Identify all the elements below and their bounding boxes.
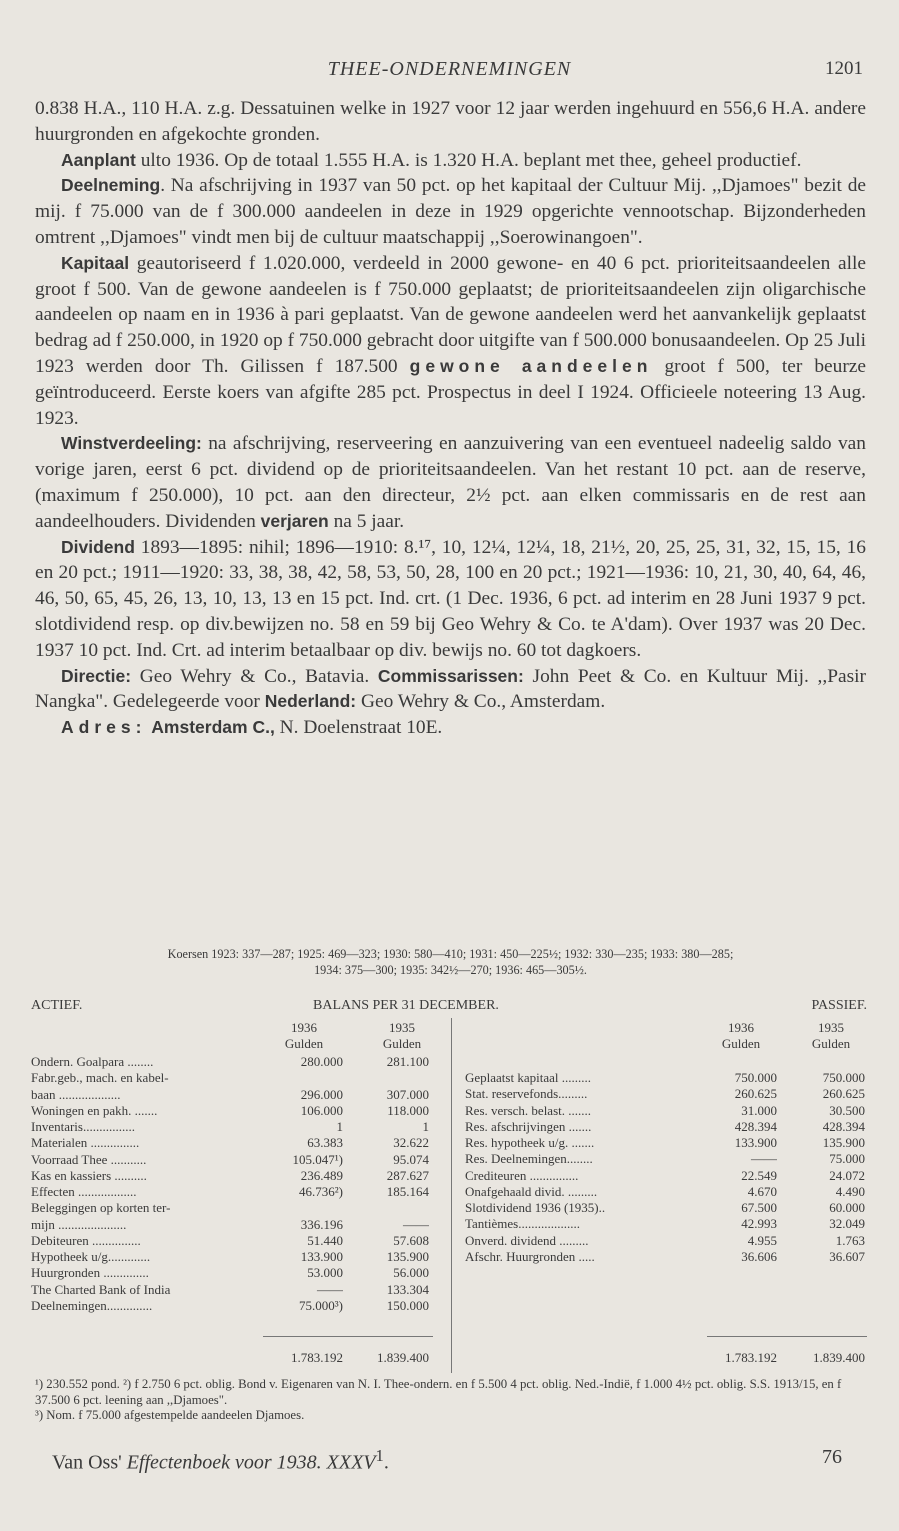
passief-value-1936: 260.625 bbox=[734, 1086, 777, 1102]
footnote-1-2: ¹) 230.552 pond. ²) f 2.750 6 pct. oblig. Bond v. Eigenaren van N. I. Thee-ondern. en f 5.500 4 pct. oblig. Ned.-Indië, f 1.000 4½ pct. oblig. S.S. 1913/15, en f 37.500 6 pct. leening aan ,,Djamoes". bbox=[35, 1377, 842, 1407]
actief-item-label: Effecten .................. bbox=[31, 1184, 137, 1199]
actief-value-1935: 118.000 bbox=[387, 1102, 429, 1118]
year-header: 1935 bbox=[818, 1020, 844, 1035]
bold-term: Aanplant bbox=[61, 149, 136, 170]
actief-total-1935: 1.839.400 bbox=[377, 1350, 429, 1365]
paragraph-text: Geo Wehry & Co., Batavia. bbox=[131, 665, 378, 687]
actief-value-1936: 105.047¹) bbox=[292, 1151, 343, 1167]
total-rule bbox=[263, 1336, 433, 1337]
footer-book: Effectenboek voor 1938. XXXV bbox=[126, 1451, 376, 1474]
unit-header: Gulden bbox=[721, 1036, 761, 1051]
passief-value-1936: 36.606 bbox=[741, 1248, 777, 1264]
actief-value-1936: 236.489 bbox=[300, 1167, 343, 1183]
passief-value-1935: 135.900 bbox=[822, 1135, 865, 1150]
passief-value-1935: 60.000 bbox=[829, 1200, 865, 1215]
passief-value-1935: 428.394 bbox=[822, 1118, 865, 1134]
passief-value-1936: 4.955 bbox=[747, 1232, 777, 1248]
paragraph bbox=[35, 431, 866, 534]
year-header: 1935 bbox=[389, 1020, 415, 1035]
bold-term: Nederland: bbox=[264, 691, 357, 712]
passief-item-label: Tantièmes................... bbox=[465, 1216, 580, 1232]
koersen-line-1: Koersen 1923: 337—287; 1925: 469—323; 1930: 580—410; 1931: 450—225½; 1932: 330—235; 1933: 380—285; bbox=[167, 947, 734, 961]
footnotes bbox=[35, 1377, 866, 1424]
bold-term: Amsterdam C., bbox=[151, 717, 275, 738]
unit-header: Gulden bbox=[382, 1036, 422, 1051]
bold-term: Adres: bbox=[61, 717, 147, 738]
paragraph bbox=[35, 535, 866, 664]
actief-item-label: mijn ..................... bbox=[31, 1216, 127, 1232]
passief-total-1936: 1.783.192 bbox=[725, 1350, 777, 1365]
paragraph-text: . Na afschrijving in 1937 van 50 pct. op het kapitaal der Cultuur Mij. ,,Djamoes" bezit de mij. f 75.000 van de f 300.000 aandeelen in deze in 1929 opgerichte vennootschap. Bijzonderheden omtrent ,,Djamoes" vindt men bij de cultuur maatschappij ,,Soerowinangoen". bbox=[35, 175, 866, 248]
actief-value-1935: 307.000 bbox=[386, 1086, 429, 1102]
passief-value-1936: 428.394 bbox=[734, 1118, 777, 1134]
passief-value-1936: 4.670 bbox=[747, 1183, 777, 1199]
actief-value-1936: 336.196 bbox=[300, 1216, 343, 1232]
paragraph-text: 1893—1895: nihil; 1896—1910: 8.¹⁷, 10, 12¼, 12¼, 18, 21½, 20, 25, 25, 31, 32, 15, 15, 16 en 20 pct.; 1911—1920: 33, 38, 38, 42, 58, 53, 50, 28, 100 en 20 pct.; 1921—1936: 10, 21, 30, 40, 64, 46, 46, 50, 65, 45, 26, 13, 10, 13, 13 en 15 pct. Ind. crt. (1 Dec. 1936, 6 pct. ad interim en 28 Juni 1937 9 pct. slotdividend resp. op div.bewijzen no. 58 en 59 bij Geo Wehry & Co. te A'dam). Over 1937 was 20 Dec. 1937 10 pct. Ind. Crt. ad interim betaalbaar op div. bewijs no. 60 tot dagkoers. bbox=[35, 536, 866, 661]
actief-item-label: Ondern. Goalpara ........ bbox=[31, 1054, 154, 1069]
passief-item-label: Slotdividend 1936 (1935).. bbox=[465, 1200, 606, 1215]
page-number: 1201 bbox=[825, 58, 863, 79]
actief-value-1936 bbox=[263, 1070, 343, 1086]
actief-value-1936: 296.000 bbox=[300, 1086, 343, 1102]
actief-value-1936: 63.383 bbox=[307, 1135, 343, 1151]
passief-label: PASSIEF. bbox=[811, 998, 867, 1013]
balance-title: BALANS PER 31 DECEMBER. bbox=[313, 998, 499, 1013]
paragraph-text: geautoriseerd f 1.020.000, verdeeld in 2000 gewone- en 40 6 pct. prioriteitsaandeelen alle groot f 500. Van de gewone aandeelen is f 750.000 geplaatst; de prioriteitsaandeelen zijn oligarchische aandeelen op naam en in 1936 à pari geplaatst. Van de gewone aandeelen werd het aanvankelijk geplaatst bedrag ad f 250.000, in 1920 op f 750.000 gebracht door uitgifte van f 500.000 bonusaandeelen. Op 25 Juli 1923 werden door Th. Gilissen f 187.500 bbox=[35, 252, 866, 377]
bold-term: Commissarissen: bbox=[377, 665, 524, 686]
passief-item-label: Stat. reservefonds......... bbox=[465, 1086, 588, 1102]
actief-value-1935: 95.074 bbox=[393, 1151, 429, 1167]
passief-value-1936: 31.000 bbox=[741, 1102, 777, 1118]
footer-sup: 1 bbox=[375, 1446, 384, 1465]
footer-prefix: Van Oss' bbox=[52, 1451, 127, 1474]
actief-item-label: Woningen en pakh. ....... bbox=[31, 1102, 158, 1118]
actief-value-1935: —— bbox=[403, 1216, 429, 1232]
actief-value-1935 bbox=[349, 1070, 429, 1086]
bold-term: Dividend bbox=[61, 536, 135, 557]
actief-item-label: Inventaris................ bbox=[31, 1119, 135, 1134]
passief-value-1935: 30.500 bbox=[829, 1102, 865, 1118]
koersen-line-2: 1934: 375—300; 1935: 342½—270; 1936: 465—305½. bbox=[314, 963, 587, 977]
paragraph-text: groot f 500, ter beurze geïntroduceerd. Eerste koers van afgifte 285 pct. Prospectus in deel I 1924. Officieele noteering 13 Aug. 1923. bbox=[35, 355, 866, 429]
paragraph-text: Geo Wehry & Co., Amsterdam. bbox=[356, 691, 606, 713]
paragraph-text: N. Doelenstraat 10E. bbox=[274, 717, 443, 739]
actief-value-1935: 287.627 bbox=[386, 1167, 429, 1183]
passief-value-1936: —— bbox=[751, 1151, 777, 1167]
actief-item-label: Beleggingen op korten ter- bbox=[31, 1200, 171, 1216]
passief-value-1935: 36.607 bbox=[829, 1248, 865, 1264]
paragraph bbox=[35, 664, 866, 716]
actief-value-1935: 32.622 bbox=[393, 1135, 429, 1151]
passief-value-1935: 4.490 bbox=[835, 1183, 865, 1199]
actief-value-1936: 1 bbox=[336, 1119, 343, 1134]
actief-item-label: Kas en kassiers .......... bbox=[31, 1167, 147, 1183]
page-footer bbox=[52, 1446, 842, 1475]
actief-value-1936: 133.900 bbox=[300, 1249, 343, 1264]
actief-label: ACTIEF. bbox=[31, 998, 83, 1013]
section-title: THEE-ONDERNEMINGEN bbox=[327, 58, 572, 80]
running-header bbox=[0, 58, 899, 88]
bold-term: Kapitaal bbox=[61, 252, 130, 273]
actief-value-1935: 1 bbox=[422, 1119, 429, 1134]
actief-total-1936: 1.783.192 bbox=[291, 1350, 343, 1365]
actief-value-1935: 135.900 bbox=[386, 1249, 429, 1264]
unit-header: Gulden bbox=[284, 1036, 324, 1051]
column-divider bbox=[451, 1018, 452, 1373]
year-header: 1936 bbox=[728, 1020, 754, 1035]
paragraph-text: 0.838 H.A., 110 H.A. z.g. Dessatuinen welke in 1927 voor 12 jaar werden ingehuurd en 556,6 H.A. andere huurgronden en afgekochte gronden. bbox=[35, 98, 866, 145]
bold-term: gewone aandeelen bbox=[409, 355, 653, 376]
paragraph bbox=[35, 173, 866, 250]
actief-item-label: Debiteuren ............... bbox=[31, 1232, 141, 1248]
paragraph bbox=[35, 148, 866, 174]
paragraph-text: John Peet & Co. en Kultuur Mij. ,,Pasir Nangka". Gedelegeerde voor bbox=[35, 665, 866, 713]
bold-term: Winstverdeeling: bbox=[61, 433, 202, 454]
passief-value-1936: 22.549 bbox=[741, 1167, 777, 1183]
passief-value-1936: 67.500 bbox=[741, 1200, 777, 1215]
bold-term: Deelneming bbox=[61, 175, 161, 196]
passief-item-label: Afschr. Huurgronden ..... bbox=[465, 1248, 595, 1264]
body-text bbox=[35, 96, 866, 741]
actief-value-1935: 56.000 bbox=[393, 1265, 429, 1281]
passief-item-label: Res. hypotheek u/g. ....... bbox=[465, 1135, 595, 1150]
actief-item-label: The Charted Bank of India bbox=[31, 1281, 171, 1297]
actief-item-label: Deelnemingen.............. bbox=[31, 1297, 153, 1313]
balance-sheet bbox=[31, 998, 867, 1370]
paragraph-text: na 5 jaar. bbox=[328, 510, 405, 532]
footnote-3: ³) Nom. f 75.000 afgestempelde aandeelen Djamoes. bbox=[35, 1408, 305, 1422]
actief-item-label: Fabr.geb., mach. en kabel- bbox=[31, 1070, 169, 1086]
actief-value-1936 bbox=[263, 1200, 343, 1216]
unit-header: Gulden bbox=[811, 1036, 851, 1051]
passief-total-1935: 1.839.400 bbox=[813, 1350, 865, 1365]
actief-value-1936: 75.000³) bbox=[299, 1297, 343, 1313]
passief-item-label: Res. versch. belast. ....... bbox=[465, 1102, 592, 1118]
actief-item-label: baan ................... bbox=[31, 1086, 121, 1102]
passief-item-label: Res. Deelnemingen........ bbox=[465, 1151, 593, 1167]
passief-value-1935: 750.000 bbox=[822, 1070, 865, 1085]
actief-item-label: Huurgronden .............. bbox=[31, 1265, 149, 1281]
footer-page-number: 76 bbox=[822, 1446, 842, 1468]
passief-value-1936: 133.900 bbox=[734, 1135, 777, 1150]
passief-item-label: Geplaatst kapitaal ......... bbox=[465, 1070, 591, 1085]
koersen-line bbox=[35, 946, 866, 978]
passief-item-label: Res. afschrijvingen ....... bbox=[465, 1118, 592, 1134]
passief-value-1935: 32.049 bbox=[829, 1216, 865, 1232]
total-rule bbox=[707, 1336, 867, 1337]
actief-value-1935: 57.608 bbox=[393, 1232, 429, 1248]
passief-item-label: Onverd. dividend ......... bbox=[465, 1232, 589, 1248]
actief-value-1936: —— bbox=[317, 1281, 343, 1297]
paragraph bbox=[35, 96, 866, 148]
passief-value-1935: 260.625 bbox=[822, 1086, 865, 1102]
actief-value-1935: 133.304 bbox=[386, 1281, 429, 1297]
actief-value-1936: 106.000 bbox=[300, 1102, 343, 1118]
bold-term: Directie: bbox=[61, 665, 132, 686]
actief-value-1936: 53.000 bbox=[307, 1265, 343, 1281]
actief-value-1936: 51.440 bbox=[307, 1232, 343, 1248]
paragraph bbox=[35, 715, 866, 741]
passief-value-1936: 750.000 bbox=[734, 1070, 777, 1085]
passief-item-label: Crediteuren ............... bbox=[465, 1167, 579, 1183]
paragraph bbox=[35, 251, 866, 432]
actief-value-1935: 150.000 bbox=[386, 1297, 429, 1313]
actief-value-1935: 281.100 bbox=[386, 1054, 429, 1069]
paragraph-text: na afschrijving, reserveering en aanzuivering van een eventueel nadeelig saldo van vorige jaren, eerst 6 pct. dividend op de prioriteitsaandeelen. Van het restant 10 pct. aan de reserve, (maximum f 250.000), 10 pct. aan den directeur, 2½ pct. aan elken commissaris en de rest aan aandeelhouders. Dividenden bbox=[35, 433, 866, 532]
passief-value-1935: 24.072 bbox=[829, 1167, 865, 1183]
actief-item-label: Hypotheek u/g............. bbox=[31, 1249, 151, 1264]
actief-item-label: Voorraad Thee ........... bbox=[31, 1151, 147, 1167]
passief-value-1935: 1.763 bbox=[835, 1232, 865, 1248]
actief-item-label: Materialen ............... bbox=[31, 1135, 140, 1151]
actief-value-1935: 185.164 bbox=[386, 1184, 429, 1199]
actief-value-1935 bbox=[349, 1200, 429, 1216]
year-header: 1936 bbox=[291, 1020, 317, 1035]
passief-item-label: Onafgehaald divid. ......... bbox=[465, 1183, 598, 1199]
passief-value-1936: 42.993 bbox=[741, 1216, 777, 1232]
actief-value-1936: 46.736²) bbox=[299, 1184, 343, 1199]
bold-term: verjaren bbox=[260, 510, 329, 531]
actief-value-1936: 280.000 bbox=[300, 1054, 343, 1069]
paragraph-text: ulto 1936. Op de totaal 1.555 H.A. is 1.320 H.A. beplant met thee, geheel productief. bbox=[135, 149, 802, 171]
footer-suffix: . bbox=[383, 1451, 389, 1474]
passief-value-1935: 75.000 bbox=[829, 1151, 865, 1167]
